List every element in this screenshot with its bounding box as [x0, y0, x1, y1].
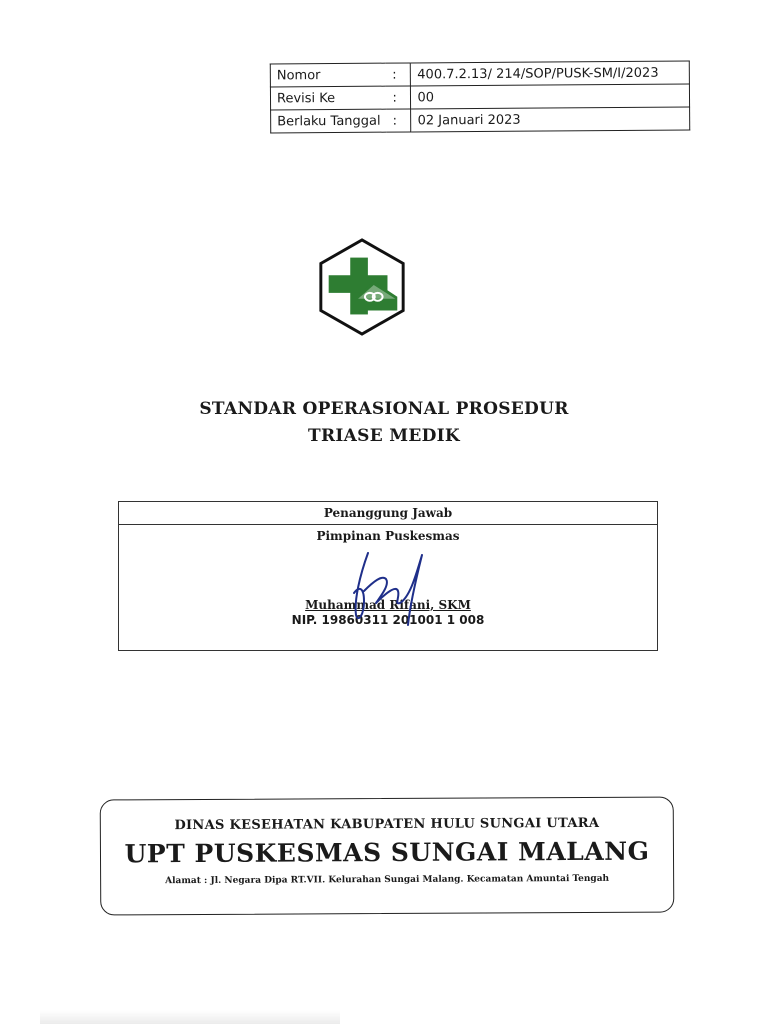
page-shadow	[40, 1010, 340, 1024]
approval-role: Pimpinan Puskesmas	[316, 529, 460, 543]
department-name: DINAS KESEHATAN KABUPATEN HULU SUNGAI UTARA	[174, 815, 600, 834]
info-row-nomor	[270, 61, 689, 87]
info-key: Berlaku Tanggal	[271, 109, 387, 133]
info-colon: :	[386, 63, 411, 86]
info-value: 400.7.2.13/ 214/SOP/PUSK-SM/I/2023	[411, 61, 690, 86]
document-info-table	[270, 61, 690, 134]
signatory-name: Muhammad Rifani, SKM	[305, 598, 471, 612]
info-key: Revisi Ke	[270, 86, 386, 110]
info-row-berlaku	[271, 107, 690, 133]
institution-name: UPT PUSKESMAS SUNGAI MALANG	[124, 836, 650, 869]
info-key: Nomor	[270, 63, 386, 87]
info-value: 02 Januari 2023	[411, 107, 690, 132]
info-value: 00	[411, 84, 690, 109]
info-colon: :	[387, 109, 412, 132]
approval-heading: Penanggung Jawab	[119, 502, 657, 525]
signatory-nip: NIP. 19860311 201001 1 008	[291, 613, 485, 627]
title-line-1: STANDAR OPERASIONAL PROSEDUR	[199, 399, 569, 419]
document-title	[0, 396, 768, 450]
title-line-2: TRIASE MEDIK	[308, 426, 460, 446]
handwritten-signature	[330, 545, 440, 635]
institution-footer	[100, 796, 675, 915]
info-colon: :	[386, 86, 411, 109]
info-row-revisi	[270, 84, 689, 110]
institution-address: Alamat : Jl. Negara Dipa RT.VII. Kelurahan Sungai Malang. Kecamatan Amuntai Tengah	[165, 873, 610, 887]
puskesmas-logo-icon	[313, 238, 411, 336]
